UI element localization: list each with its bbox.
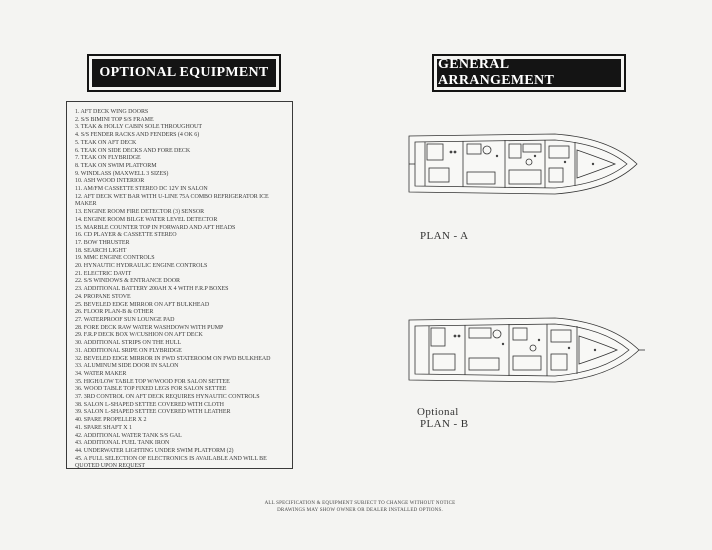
- equipment-item: 40. SPARE PROPELLER X 2: [75, 417, 147, 424]
- equipment-item: 26. FLOOR PLAN-B & OTHER: [75, 309, 154, 316]
- equipment-item: 36. WOOD TABLE TOP FIXED LEGS FOR SALON SETTEE: [75, 386, 227, 393]
- optional-equipment-list-box: [66, 101, 293, 469]
- equipment-item: 15. MARBLE COUNTER TOP IN FORWARD AND AFT HEADS: [75, 224, 236, 231]
- equipment-item: 31. ADDITIONAL SRIPE ON FLYBRIDGE: [75, 347, 182, 354]
- equipment-item: 9. WINDLASS (MAXWELL 3 SIZES): [75, 170, 169, 177]
- equipment-item: 11. AM/FM CASSETTE STEREO DC 12V IN SALON: [75, 186, 208, 193]
- equipment-item: 43. ADDITIONAL FUEL TANK IRON: [75, 440, 170, 447]
- equipment-item: 20. HYNAUTIC HYDRAULIC ENGINE CONTROLS: [75, 263, 208, 270]
- equipment-item: 35. HIGH/LOW TABLE TOP W/WOOD FOR SALON SETTEE: [75, 378, 230, 385]
- equipment-item: 12. AFT DECK WET BAR WITH U-LINE 75A COMBO REFRIGERATOR ICE MAKER: [75, 193, 269, 208]
- equipment-item: 1. AFT DECK WING DOORS: [75, 109, 149, 115]
- equipment-item: 37. 3RD CONTROL ON AFT DECK REQUIRES HYNAUTIC CONTROLS: [75, 394, 260, 401]
- footer-line-1: ALL SPECIFICATION & EQUIPMENT SUBJECT TO CHANGE WITHOUT NOTICE: [264, 501, 456, 506]
- equipment-item: 2. S/S BIMINI TOP S/S FRAME: [75, 116, 154, 123]
- footer-line-2: DRAWINGS MAY SHOW OWNER OR DEALER INSTALLED OPTIONS.: [277, 508, 443, 513]
- equipment-item: 14. ENGINE ROOM BILGE WATER LEVEL DETECTOR: [75, 216, 218, 223]
- equipment-item: 33. ALUMINUM SIDE DOOR IN SALON: [75, 363, 179, 370]
- equipment-item: 4. S/S FENDER RACKS AND FENDERS (4 OK 6): [75, 132, 200, 139]
- equipment-item: 45. A FULL SELECTION OF ELECTRONICS IS AVAILABLE AND WILL BE QUOTED UPON REQUEST: [75, 455, 267, 469]
- equipment-item: 41. SPARE SHAFT X 1: [75, 424, 132, 431]
- equipment-item: 24. PROPANE STOVE: [75, 293, 131, 300]
- plan-a-label: PLAN - A: [420, 230, 469, 242]
- equipment-item: 22. S/S WINDOWS & ENTRANCE DOOR: [75, 278, 181, 285]
- general-arrangement-header: [437, 59, 621, 87]
- equipment-item: 3. TEAK & HOLLY CABIN SOLE THROUGHOUT: [75, 124, 202, 131]
- equipment-item: 16. CD PLAYER & CASSETTE STEREO: [75, 232, 177, 239]
- equipment-item: 18. SEARCH LIGHT: [75, 247, 127, 254]
- equipment-item: 23. ADDITIONAL BATTERY 200AH X 4 WITH F.R.P BOXES: [75, 286, 229, 293]
- equipment-item: 10. ASH WOOD INTERIOR: [75, 178, 145, 185]
- footer-disclaimer: [230, 500, 490, 514]
- equipment-item: 39. SALON L-SHAPED SETTEE COVERED WITH LEATHER: [75, 409, 231, 416]
- optional-equipment-list: [75, 109, 287, 469]
- equipment-item: 30. ADDITIONAL STRIPS ON THE HULL: [75, 340, 182, 347]
- equipment-item: 13. ENGINE ROOM FIRE DETECTOR (3) SENSOR: [75, 209, 205, 216]
- equipment-item: 25. BEVELED EDGE MIRROR ON AFT BULKHEAD: [75, 301, 210, 308]
- equipment-item: 19. MMC ENGINE CONTROLS: [75, 255, 155, 262]
- equipment-item: 42. ADDITIONAL WATER TANK S/S GAL: [75, 432, 182, 439]
- plan-b-label: PLAN - B: [420, 418, 469, 430]
- equipment-item: 29. F.R.P DECK BOX W/CUSHION ON AFT DECK: [75, 332, 203, 339]
- equipment-item: 38. SALON L-SHAPED SETTEE COVERED WITH CLOTH: [75, 401, 224, 408]
- equipment-item: 27. WATERPROOF SUN LOUNGE PAD: [75, 316, 175, 323]
- general-arrangement-title: GENERAL ARRANGEMENT: [438, 57, 555, 88]
- optional-label: Optional: [417, 406, 459, 418]
- plan-a-drawing: [405, 128, 645, 200]
- equipment-item: 5. TEAK ON AFT DECK: [75, 139, 137, 146]
- equipment-item: 28. FORE DECK RAW WATER WASHDOWN WITH PUMP: [75, 324, 224, 331]
- equipment-item: 7. TEAK ON FLYBRIDGE: [75, 155, 141, 162]
- equipment-item: 44. UNDERWATER LIGHTING UNDER SWIM PLATFORM (2): [75, 447, 234, 454]
- optional-equipment-header: [92, 59, 276, 87]
- equipment-item: 21. ELECTRIC DAVIT: [75, 270, 132, 277]
- optional-equipment-title: OPTIONAL EQUIPMENT: [99, 65, 269, 80]
- equipment-item: 34. WATER MAKER: [75, 370, 127, 377]
- equipment-item: 17. BOW THRUSTER: [75, 239, 130, 246]
- bleed-through-ghost: [300, 218, 660, 308]
- plan-b-drawing: [405, 310, 645, 390]
- equipment-item: 6. TEAK ON SIDE DECKS AND FORE DECK: [75, 147, 191, 154]
- equipment-item: 32. BEVELED EDGE MIRROR IN FWD STATEROOM ON FWD BULKHEAD: [75, 355, 271, 362]
- equipment-item: 8. TEAK ON SWIM PLATFORM: [75, 162, 157, 169]
